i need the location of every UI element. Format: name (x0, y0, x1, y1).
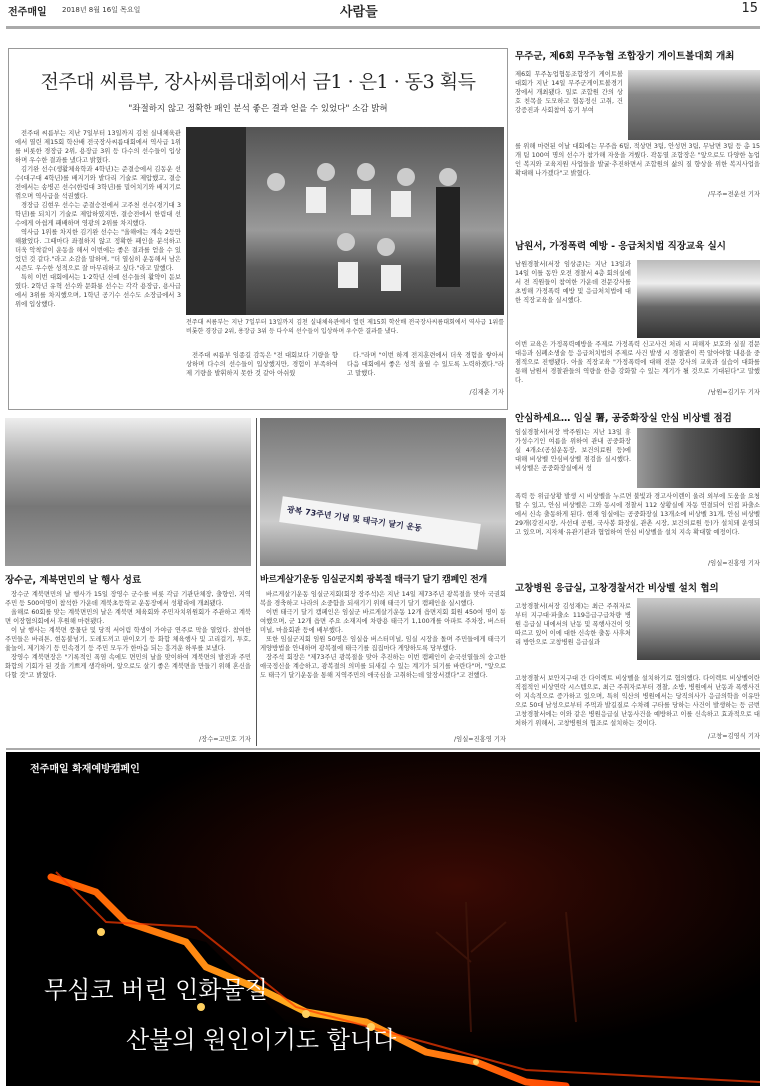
headline: 남원서, 가정폭력 예방 - 응급처치법 직장교육 실시 (515, 241, 726, 252)
byline: /김재춘 기자 (469, 389, 504, 396)
article-namwon (515, 238, 760, 403)
main-article (8, 48, 508, 410)
campaign-banner: 광복 73주년 기념 및 태극기 달기 운동 (279, 496, 481, 550)
main-subheadline: "좌절하지 않고 정확한 패인 분석 좋은 결과 얻을 수 있었다" 소감 밝혀 (128, 104, 388, 114)
section-rule (6, 748, 760, 750)
paragraph: 역사급 1위를 차지한 김기완 선수는 "올해에는 계속 2등만 해왔었다. 그때마다 좌절하지 않고 정확한 패인을 분석하고 더욱 악착같이 운동을 해서 이번에는 좋은 결과를 얻을 수 있었던 것 같다."라고 소감을 말하며, "더 열심히 운동해서 남은 시즌도 우수한 성적으로 잘 마무리하고 싶다."라고 말했다. (15, 229, 181, 272)
paragraph: 경장급 김현우 선수는 준결승전에서 고주천 선수(경기대 3학년)를 되치기 기술로 제압하였지만, 결승전에서 한림대 선수에게 아쉽게 패배하며 영광의 2위를 차지했다. (15, 202, 181, 227)
main-body-col3 (347, 351, 504, 381)
fire-prevention-ad (6, 752, 760, 1086)
paragraph: 특히 이번 대회에서는 1·2학년 신예 선수들의 활약이 돋보였다. 2학년 유혁 선수와 문화룡 선수는 각각 용장급, 용사급에서 3위를 차지했으며, 1학년 공기수 선수도 소장급에서 3위에 입상했다. (15, 274, 181, 308)
byline: /남원=김기두 기자 (708, 389, 760, 396)
headline: 무주군, 제6회 무주농협 조합장기 게이트볼대회 개최 (515, 51, 735, 62)
paragraph: 이번 태극기 달기 캠페인은 임실군 바르게살기운동 12개 읍면지회 회원 450여 명이 동여했으며, 군 12개 읍면 주요 소재지에 차량용 태극기 1,100개를 아파트 주차장, 버스터미널, 마을회관 등에 배부했다. (260, 609, 506, 634)
article-body: 고창경찰서 보안지구대 간 다이렉트 비상벨을 설치하기로 협의했다. 다이렉트 비상벨이란 직접적인 비상연락 시스템으로, 최근 주취자로부터 경찰, 소방, 병원에서 난동과 폭행사건이 지속적으로 증가하고 있으며, 특히 익산의 병원에서는 당직의사가 응급의학을 이유만으로 50대 남성으로부터 주먹과 발길질로 수차례 구타를 당하는 사건이 발생하는 등 금번 고창경찰서에는 이와 같은 병원응급실 난동사건을 예방하고 이를 신속하고 효과적으로 대처하기 위해서, 고창병원의 협조로 설치하는 것이다. (515, 675, 760, 727)
photo-caption: 전주대 씨름부는 지난 7일부터 13일까지 김천 실내체육관에서 열린 제15회 학산배 전국장사씨름대회에서 역사급 1위를 비롯한 경장급 2위, 용장급 3위 등 다수의 선수들이 입상하며 우수한 결과를 냈다. (186, 319, 504, 335)
wrestling-team-photo (186, 127, 504, 315)
headline: 장수군, 계북면민의 날 행사 성료 (5, 575, 142, 586)
paragraph: 올해로 60회를 맞는 계북면민의 날은 계북면 체육회와 주민자치위원회가 주관하고 계북면 이장협의회에서 후원해 마련됐다. (5, 609, 251, 625)
ad-slogan-line1: 무심코 버린 인화물질 (44, 976, 268, 1004)
issue-date: 2018년 8월 16일 목요일 (62, 6, 141, 14)
education-photo (637, 260, 760, 338)
ad-slogan-line2: 산불의 원인이기도 합니다 (126, 1026, 397, 1054)
main-body-left (15, 129, 181, 407)
byline: /임실=진홍영 기자 (708, 560, 760, 567)
paragraph: 전주대 씨름부는 지난 7일부터 13일까지 김천 실내체육관에서 열린 제15회 학산배 전국장사씨름대회에서 역사급 1위를 비롯한 경장급 2위, 용장급 3위 등 다수의 선수들이 입상하며 우수한 결과를 냈다고 밝혔다. (15, 130, 181, 164)
headline: 바르게살기운동 임실군지회 광복절 태극기 달기 캠페인 전개 (260, 575, 487, 585)
byline: /임실=진홍영 기자 (454, 736, 506, 743)
paragraph: 이 날 행사는 계북면 풍물단 및 당적 서어림 학생이 가야금 연주로 막을 열었다. 참여한 주민들은 바리톤, 현동불넘기, 도레도끼고 판이오기 등 화합 체육행사 및 고리걸기, 투호, 윷놀이, 제기차기 등 민속경기 등 주민 모두가 한마음 되는 흥겨운 하루를 보냈다. (5, 627, 251, 652)
header-rule (6, 26, 760, 29)
paragraph: 또한 임실군지회 임원 50명은 임실읍 버스터미널, 임실 시장을 돌며 주민들에게 태극기 게양방법을 안내하며 광복절에 태극기를 집집마다 게양하도록 당부했다. (260, 636, 506, 652)
article-body: 폭력 등 위급상황 발생 시 비상벨을 누르면 불빛과 경고사이렌이 울려 외부에 도움을 요청할 수 있고, 안심 비상벨은 그와 동시에 경찰서 112 상황실에 자동 연결되어 인접 파출소에서 신속 출동하게 된다. 현재 임실에는 공중화장실 13개소에 비상벨 31개, 안심 비상벨 29개(강진시장, 사선대 공원, 국사봉 화장실, 관촌 시장, 보건의료원 등)가 설치돼 운영되고 있으며, 지자체·유관기관과 협업하여 안심 비상벨을 설치 지속 확대할 예정이다. (515, 493, 760, 536)
paragraph: 김기완 선수(생활체육학과 4학년)는 준결승에서 김동운 선수(대구대 4학년)를 배지기와 밭다리 기술로 제압했고, 결승전에서는 송병곤 선수(한림대 3학년)를 밀어치기와 배지기로 꺾으며 역사급을 석권했다. (15, 166, 181, 200)
article-body: 남원경찰서(서장 임상준)는 지난 13일과 14일 이틀 동안 오전 경찰서 4층 회의실에서 전 직원들이 참여한 가운데 전문강사를 초빙해 가정폭력 예방 및 응급처치법에 대한 직장교육을 실시했다. (515, 261, 631, 304)
bell-inspection-photo (637, 428, 760, 488)
article-muju (515, 48, 760, 228)
article-body (5, 590, 251, 730)
byline: /장수=고민호 기자 (199, 736, 251, 743)
festival-photo (5, 418, 251, 566)
headline: 고창병원 응급실, 고창경찰서간 비상벨 설치 협의 (515, 583, 719, 594)
paragraph: 장영수 계북면장은 "기록적인 폭염 속에도 면민의 날을 맞이하여 계북면의 발전과 주민화합의 기회가 된 것을 기쁘게 생각하며, 앞으로도 살기 좋은 계북면을 만들기 위해 혼신을 다할 것"고 밝혔다. (5, 654, 251, 679)
article-imsil-flag (260, 418, 508, 748)
article-body: 이번 교육은 가정폭력예방을 주제로 가정폭력 신고사건 처리 시 피해자 보호와 실질 검문 대응과 심폐소생술 등 응급처치법의 주제로 사건 발생 시 경찰관이 꼭 알아야할 내용을 중점적으로 진행됐다. 아울 직장교육 "가정폭력에 대해 전문 강사의 교육과 실습이 대화를 통해 남원서 경찰관들의 역량을 한층 강화할 수 있는 계기가 될 것으로 기대된다"고 말했다. (515, 341, 760, 384)
paragraph: 장주석 회장은 "제73주년 광복절을 맞아 추진하는 이번 캠페인이 순국선열들의 숭고한 애국정신을 계승하고, 광복절의 의미를 되새길 수 있는 계기가 되기를 바란다"며, "앞으로도 태극기 달기운동을 통해 지역주민의 애국심을 고취하는데 앞장서겠다"고 전했다. (260, 654, 506, 679)
article-gochang (515, 580, 760, 745)
headline: 안심하세요… 임실 署, 공중화장실 안심 비상벨 점검 (515, 413, 732, 424)
article-body: 제6회 무주농업협동조합장기 게이트볼 대회가 지난 14일 무주군게이트볼경기장에서 개최됐다. 일로 조합원 간의 상호 친목을 도모하고 협동정신 고취, 건강증진과 사회참여 동기 부여 (515, 71, 623, 114)
article-jangsu (5, 418, 253, 748)
article-body: 고창경찰서(서장 김성재)는 최근 주취자로부터 지구대·파출소 119응급구급차량 병원 응급실 내에서의 난동 및 폭행사건이 잇따르고 있어 이에 대한 신속한 출동 사후처리 방안으로 고창병원 응급실과 (515, 603, 631, 646)
article-body: 를 위해 마련된 이날 대회에는 무주읍 6팀, 적상면 3팀, 안성면 3팀, 무남면 3팀 등 총 15개 팀 100여 명의 선수가 참가해 자웅을 겨뤘다. 곽동열 조합장은 "앞으로도 다양한 농업인 복지와 교육지원 사업들을 발굴·추진하면서 조합원의 삶의 질 향상을 위한 복지사업을 확대해 나가겠다"고 밝혔다. (515, 143, 760, 177)
page-number: 15 (741, 1, 758, 16)
byline: /무주=전운선 기자 (708, 191, 760, 198)
section-title: 사람들 (340, 5, 378, 20)
main-headline: 전주대 씨름부, 장사씨름대회에서 금1 · 은1 · 동3 획득 (40, 71, 476, 93)
paragraph: 바르게살기운동 임실군지회(회장 장주석)은 지난 14일 제73주년 광복절을 맞아 국권회복을 경축하고 나라의 소중함을 되새기기 위해 태극기 달기 캠페인을 실시했다. (260, 591, 506, 607)
column-divider (256, 418, 257, 746)
paragraph: 전주대 씨름부 임종길 감독은 "전 대회보다 기량을 향상하며 다수의 선수들이 입상했지만, 경험이 부족하여 제 기량을 발휘하지 못한 것 같아 아쉬웠 (186, 352, 338, 377)
gateball-photo (628, 70, 760, 140)
article-imsil-bell (515, 410, 760, 575)
byline: /고창=김영식 기자 (708, 733, 760, 740)
ad-campaign-label: 전주매일 화재예방캠페인 (30, 764, 140, 775)
flag-campaign-photo (260, 418, 506, 566)
paragraph: 다."라며 "이번 하계 전지훈련에서 더욱 경험을 쌓아서 다음 대회에서 좋은 성적 올릴 수 있도록 노력하겠다."라고 말했다. (347, 352, 504, 377)
paragraph: 장수군 계북면민의 날 행사가 15일 장영수 군수를 비롯 각급 기관단체장, 출향인, 지역주민 등 500여명이 참석한 가운데 계북초등학교 운동장에서 성황리에 개최됐다. (5, 591, 251, 607)
article-body: 임실경찰서(서장 박주원)는 지난 13일 휴가성수기인 여름을 위하여 관내 공중화장실 4개소(공설운동장, 보건의료원 등)에 대해 비상벨 안심비상벨 점검을 실시했다. 비상벨은 공중화장실에서 성 (515, 429, 631, 472)
article-body (260, 590, 506, 730)
meeting-photo (637, 598, 760, 660)
main-body-col2 (186, 351, 338, 405)
paper-name: 전주매일 (8, 7, 47, 18)
